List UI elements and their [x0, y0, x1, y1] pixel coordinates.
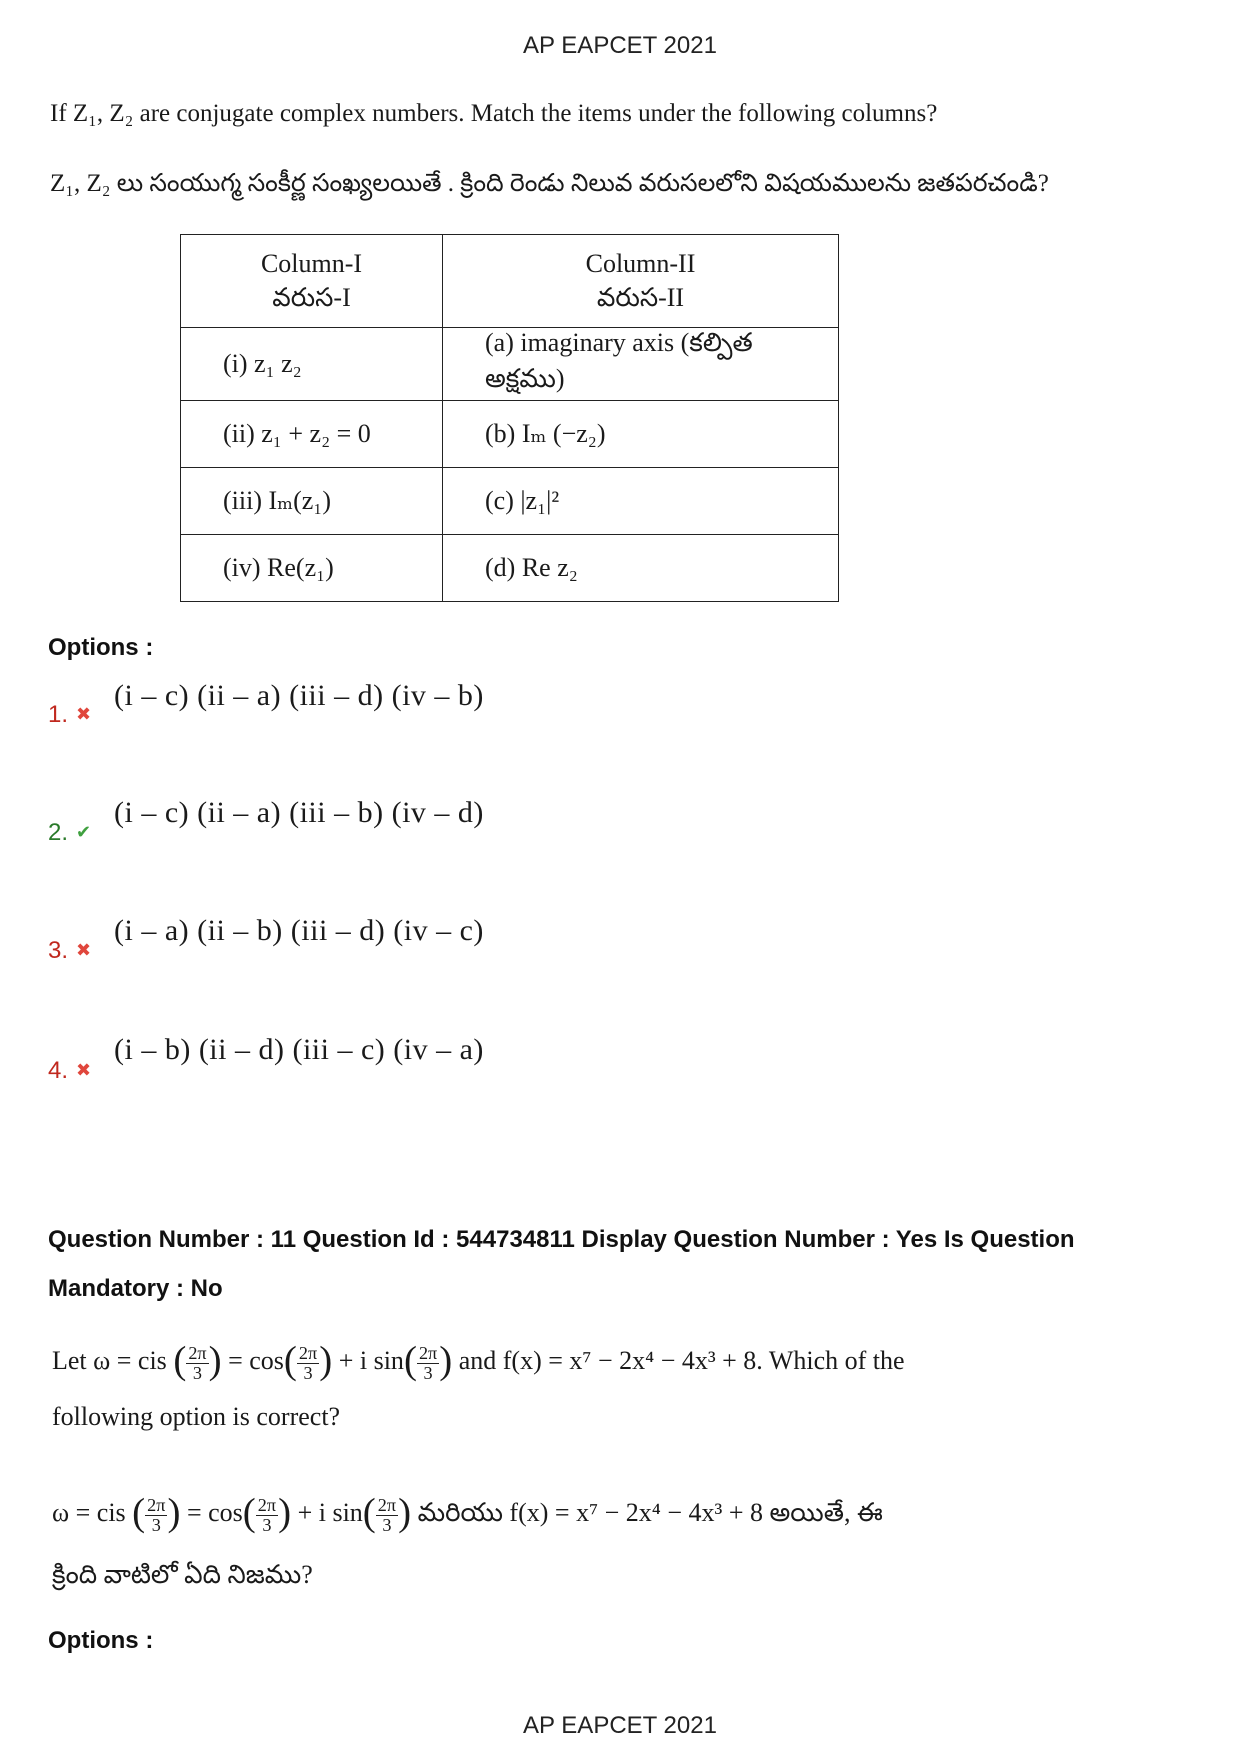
wrong-mark-icon: ✖ [76, 940, 92, 960]
prompt-text: + i sin [338, 1346, 404, 1375]
wrong-mark-icon: ✖ [76, 704, 92, 724]
page-footer: AP EAPCET 2021 [523, 1712, 717, 1739]
fraction [376, 1496, 398, 1533]
question-11-telugu-line2: క్రింది వాటిలో ఏది నిజము? [52, 1560, 313, 1589]
fraction [145, 1496, 167, 1533]
question-11-english-line1: Let ω = cis ( $\frac{2\pi}{3}$ ) = cos( $\frac{2\pi}{3}$ ) + i sin( $\frac{2\pi}{3}$ ) and f(x) = x⁷ − 2x⁴ − 4x³ + 8. Which of the [52, 1339, 905, 1383]
table-row [181, 328, 839, 401]
option-number-text: 2. [48, 819, 69, 846]
wrong-mark-icon: ✖ [76, 1060, 92, 1080]
table-cell-right: (a) imaginary axis (కల్పిత అక్షము) [443, 328, 839, 401]
fraction-numerator: 2π [298, 1343, 318, 1364]
option-number [48, 1057, 98, 1085]
option-number [48, 819, 98, 847]
fraction-numerator: 2π [257, 1495, 277, 1516]
question-11-english-line2: following option is correct? [52, 1402, 341, 1431]
table-row [181, 535, 839, 602]
column-1-title: Column-I [260, 249, 363, 278]
option-number-text: 4. [48, 1057, 69, 1084]
prompt-text: = cos [186, 1498, 243, 1527]
fraction-numerator: 2π [418, 1343, 438, 1364]
fraction-numerator: 2π [188, 1343, 207, 1364]
table-row [181, 401, 839, 468]
question-meta-line: Question Number : 11 Question Id : 544734811 Display Question Number : Yes Is Question [48, 1226, 1075, 1253]
table-cell-left: (i) z₁ z₂ [181, 328, 443, 401]
prompt-text: ω = cis [52, 1498, 126, 1527]
prompt-text: + i sin [297, 1498, 363, 1527]
prompt-text: = cos [228, 1346, 284, 1375]
column-2-title: Column-II [585, 249, 696, 278]
option-text: (i – b) (ii – d) (iii – c) (iv – a) [114, 1033, 484, 1066]
question-prompt-english: If Z₁, Z₂ are conjugate complex numbers. Match the items under the following columns? [50, 100, 938, 127]
fraction-denominator: 3 [192, 1362, 202, 1383]
prompt-text: Let ω = cis [52, 1346, 167, 1375]
table-row [181, 468, 839, 535]
column-1-title-telugu: వరుస-I [272, 283, 351, 312]
options-label: Options : [48, 1627, 154, 1654]
fraction-denominator: 3 [423, 1362, 433, 1383]
prompt-text: మరియు f(x) = x⁷ − 2x⁴ − 4x³ + 8 అయితే, ఈ [417, 1498, 883, 1527]
fraction [297, 1344, 319, 1381]
column-2-header [443, 235, 839, 328]
fraction-denominator: 3 [382, 1514, 392, 1535]
fraction-denominator: 3 [303, 1362, 313, 1383]
option-text: (i – a) (ii – b) (iii – d) (iv – c) [114, 914, 484, 947]
column-2-title-telugu: వరుస-II [596, 283, 685, 312]
page-header: AP EAPCET 2021 [523, 32, 717, 59]
match-table [180, 234, 839, 602]
correct-check-icon: ✔ [76, 822, 92, 842]
table-cell-left: (ii) z₁ + z₂ = 0 [181, 401, 443, 468]
question-11-telugu-line1: ω = cis ( $\frac{2\pi}{3}$ ) = cos( $\frac{2\pi}{3}$ ) + i sin( $\frac{2\pi}{3}$ ) మరియు f(x) = x⁷ − 2x⁴ − 4x³ + 8 అయితే, ఈ [52, 1491, 883, 1535]
table-cell-right: (d) Re z₂ [443, 535, 839, 602]
fraction-denominator: 3 [262, 1514, 272, 1535]
option-text: (i – c) (ii – a) (iii – b) (iv – d) [114, 796, 484, 829]
question-prompt-telugu: Z₁, Z₂ లు సంయుగ్మ సంకీర్ణ సంఖ్యలయితే . క్రింది రెండు నిలువ వరుసలలోని విషయములను జతపరచండి? [50, 170, 1049, 197]
fraction-numerator: 2π [147, 1495, 166, 1516]
fraction [417, 1344, 439, 1381]
table-header-row [181, 235, 839, 328]
option-number [48, 701, 98, 729]
fraction-numerator: 2π [377, 1495, 397, 1516]
option-number-text: 3. [48, 937, 69, 964]
table-cell-right: (c) |z₁|² [443, 468, 839, 535]
question-meta-line: Mandatory : No [48, 1275, 223, 1302]
question-meta [48, 1215, 1198, 1313]
fraction [186, 1344, 208, 1381]
options-label: Options : [48, 634, 154, 661]
column-1-header [181, 235, 443, 328]
option-number-text: 1. [48, 701, 69, 728]
table-cell-left: (iii) Iₘ(z₁) [181, 468, 443, 535]
prompt-text: and f(x) = x⁷ − 2x⁴ − 4x³ + 8. Which of the [458, 1346, 905, 1375]
table-cell-right: (b) Iₘ (−z₂) [443, 401, 839, 468]
option-text: (i – c) (ii – a) (iii – d) (iv – b) [114, 679, 484, 712]
option-number [48, 937, 98, 965]
fraction-denominator: 3 [151, 1514, 161, 1535]
fraction [256, 1496, 278, 1533]
table-cell-left: (iv) Re(z₁) [181, 535, 443, 602]
